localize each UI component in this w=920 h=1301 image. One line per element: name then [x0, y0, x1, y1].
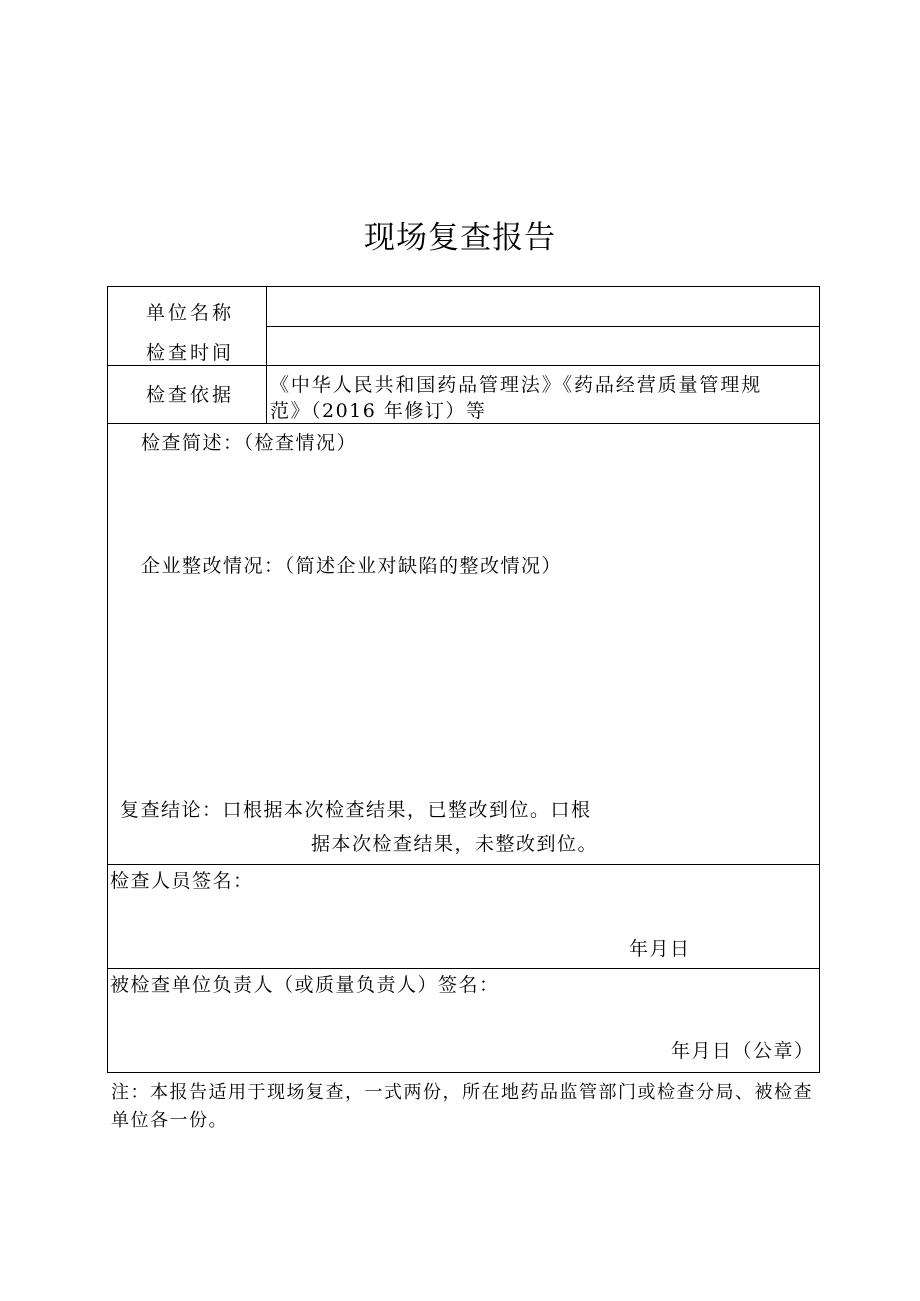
inspection-summary-label: 检查简述：（检查情况） — [141, 432, 358, 454]
row-divider — [108, 365, 820, 366]
inspection-basis-line1: 《中华人民共和国药品管理法》《药品经营质量管理规 — [270, 374, 763, 396]
responsible-signature-label: 被检查单位负责人（或质量负责人）签名： — [110, 974, 500, 996]
review-conclusion-line2: 据本次检查结果，未整改到位。 — [311, 833, 599, 855]
column-divider — [266, 287, 267, 423]
review-conclusion-line1: 复查结论：口根据本次检查结果，已整改到位。口根 — [120, 799, 592, 821]
rectification-label: 企业整改情况：（简述企业对缺陷的整改情况） — [141, 555, 563, 577]
page-title: 现场复查报告 — [364, 220, 556, 256]
inspection-basis-line2: 范》（2016 年修订）等 — [270, 400, 487, 422]
inspector-signature-date: 年月日 — [629, 938, 691, 960]
responsible-signature-date: 年月日（公章） — [671, 1040, 815, 1062]
inspection-time-label: 检查时间 — [146, 342, 235, 364]
row-divider — [108, 968, 820, 969]
unit-name-field[interactable] — [270, 289, 816, 325]
row-divider — [108, 423, 820, 424]
inspection-basis-label: 检查依据 — [146, 384, 235, 406]
inspector-signature-label: 检查人员签名： — [110, 870, 254, 892]
review-report-form — [107, 286, 820, 1073]
unit-name-label: 单位名称 — [146, 302, 235, 324]
row-divider — [108, 864, 820, 865]
inspection-time-field[interactable] — [270, 328, 816, 364]
row-divider — [266, 326, 820, 327]
footnote: 注：本报告适用于现场复查，一式两份，所在地药品监管部门或检查分局、被检查单位各一份。 — [111, 1082, 813, 1131]
